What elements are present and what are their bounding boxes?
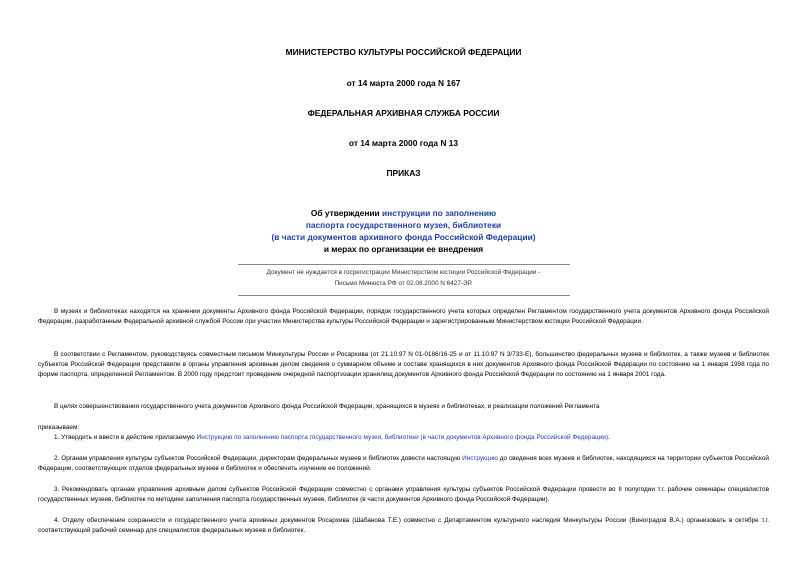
ministry-title: МИНИСТЕРСТВО КУЛЬТУРЫ РОССИЙСКОЙ ФЕДЕРАЦИИ — [285, 47, 522, 57]
paragraph-1: В музеях и библиотеках находятся на хранении документы Архивного фонда Российской Федерации, порядок государственного учета которых определен Регламентом государственного учета документов Архивного фонда Российской Федерации, разработанным Федеральной архивной службой России при участии Министерства культуры Российской Федерации и зарегистрированным Министерством юстиции Российской Федерации. — [38, 308, 769, 325]
order-item-3: 3. Рекомендовать органам управления архивным делом субъектов Российской Федерации совместно с органами управления культуры субъектов Российской Федерации провести во II полугодии т.г. рабочие семинары специалистов государственных музеев, библиотек по методике заполнения паспорта государственных музеев, библиотек (в части документов Архивного фонда Российской Федерации). — [38, 486, 769, 503]
instruction-link-line1[interactable]: инструкции по заполнению — [382, 208, 497, 218]
paragraph-2: В соответствии с Регламентом, руководствуясь совместным письмом Минкультуры России и Росархива (от 21.10.97 N 01-0186/16-25 и от 11.10.97 N 3/733-Е), большинство федеральных музеев и библиотек, а также музеев и библиотек субъектов Российской Федерации представили в органы управления архивным делом сведения о суммарном объеме и составе хранящихся в них документов Архивного фонда Российской Федерации по состоянию на 1 января 1998 года по форме паспорта, определенной Регламентом. В 2000 году предстоит проведение очередной паспортизации хранилищ документов Архивного фонда Российской Федерации по состоянию на 1 января 2001 года. — [38, 351, 769, 378]
instruction-link-line2[interactable]: паспорта государственного музея, библиотеки — [305, 220, 502, 230]
registration-note-line1: Документ не нуждается в госрегистрации Министерством юстиции Российской Федерации - — [266, 269, 541, 276]
note-divider-bottom — [238, 295, 570, 296]
note-divider-top — [238, 264, 570, 265]
document-type: ПРИКАЗ — [386, 168, 421, 178]
paragraph-4: приказываем: — [38, 424, 80, 431]
registration-note-line2: Письмо Минюста РФ от 02.08.2000 N 6427-ЭР. — [334, 280, 473, 287]
instruction-link-short[interactable]: Инструкцию — [462, 455, 498, 462]
paragraph-3: В целях совершенствования государственного учета документов Архивного фонда Российской Федерации, хранящихся в музеях и библиотеках, и реализации положений Регламента — [54, 403, 600, 410]
document-subject — [0, 207, 807, 255]
order-item-1: 1. Утвердить и ввести в действие прилагаемую Инструкцию по заполнению паспорта государственного музея, библиотеки (в части документов Архивного фонда Российской Федерации). — [54, 434, 610, 441]
order-item-4: 4. Отделу обеспечения сохранности и государственного учета архивных документов Росархива (Шабанова Т.Е.) совместно с Департаментом культурного наследия Минкультуры России (Виноградов В.А.) организовать в октябре т.г. соответствующий рабочий семинар для специалистов федеральных музеев и библиотек. — [38, 517, 769, 534]
subject-prefix: Об утверждении — [310, 208, 382, 218]
order-item-2: 2. Органам управления культуры субъектов Российской Федерации, директорам федеральных музеев и библиотек довести настоящую Инструкцию до сведения всех музеев и библиотек, находящихся на территории субъектов Российской Федерации, соответствующих отделов федеральных музеев и библиотек и обеспечить изучение ее положений. — [38, 455, 769, 472]
subject-line4: и мерах по организации ее внедрения — [323, 244, 484, 254]
ministry-order-date: от 14 марта 2000 года N 167 — [346, 78, 461, 88]
instruction-link-line3[interactable]: (в части документов архивного фонда Российской Федерации) — [271, 232, 536, 242]
service-order-date: от 14 марта 2000 года N 13 — [348, 138, 459, 148]
instruction-link[interactable]: Инструкцию по заполнению паспорта государственного музея, библиотеки (в части документов Архивного фонда Российской Федерации) — [196, 434, 608, 441]
archive-service-title: ФЕДЕРАЛЬНАЯ АРХИВНАЯ СЛУЖБА РОССИИ — [307, 108, 500, 118]
